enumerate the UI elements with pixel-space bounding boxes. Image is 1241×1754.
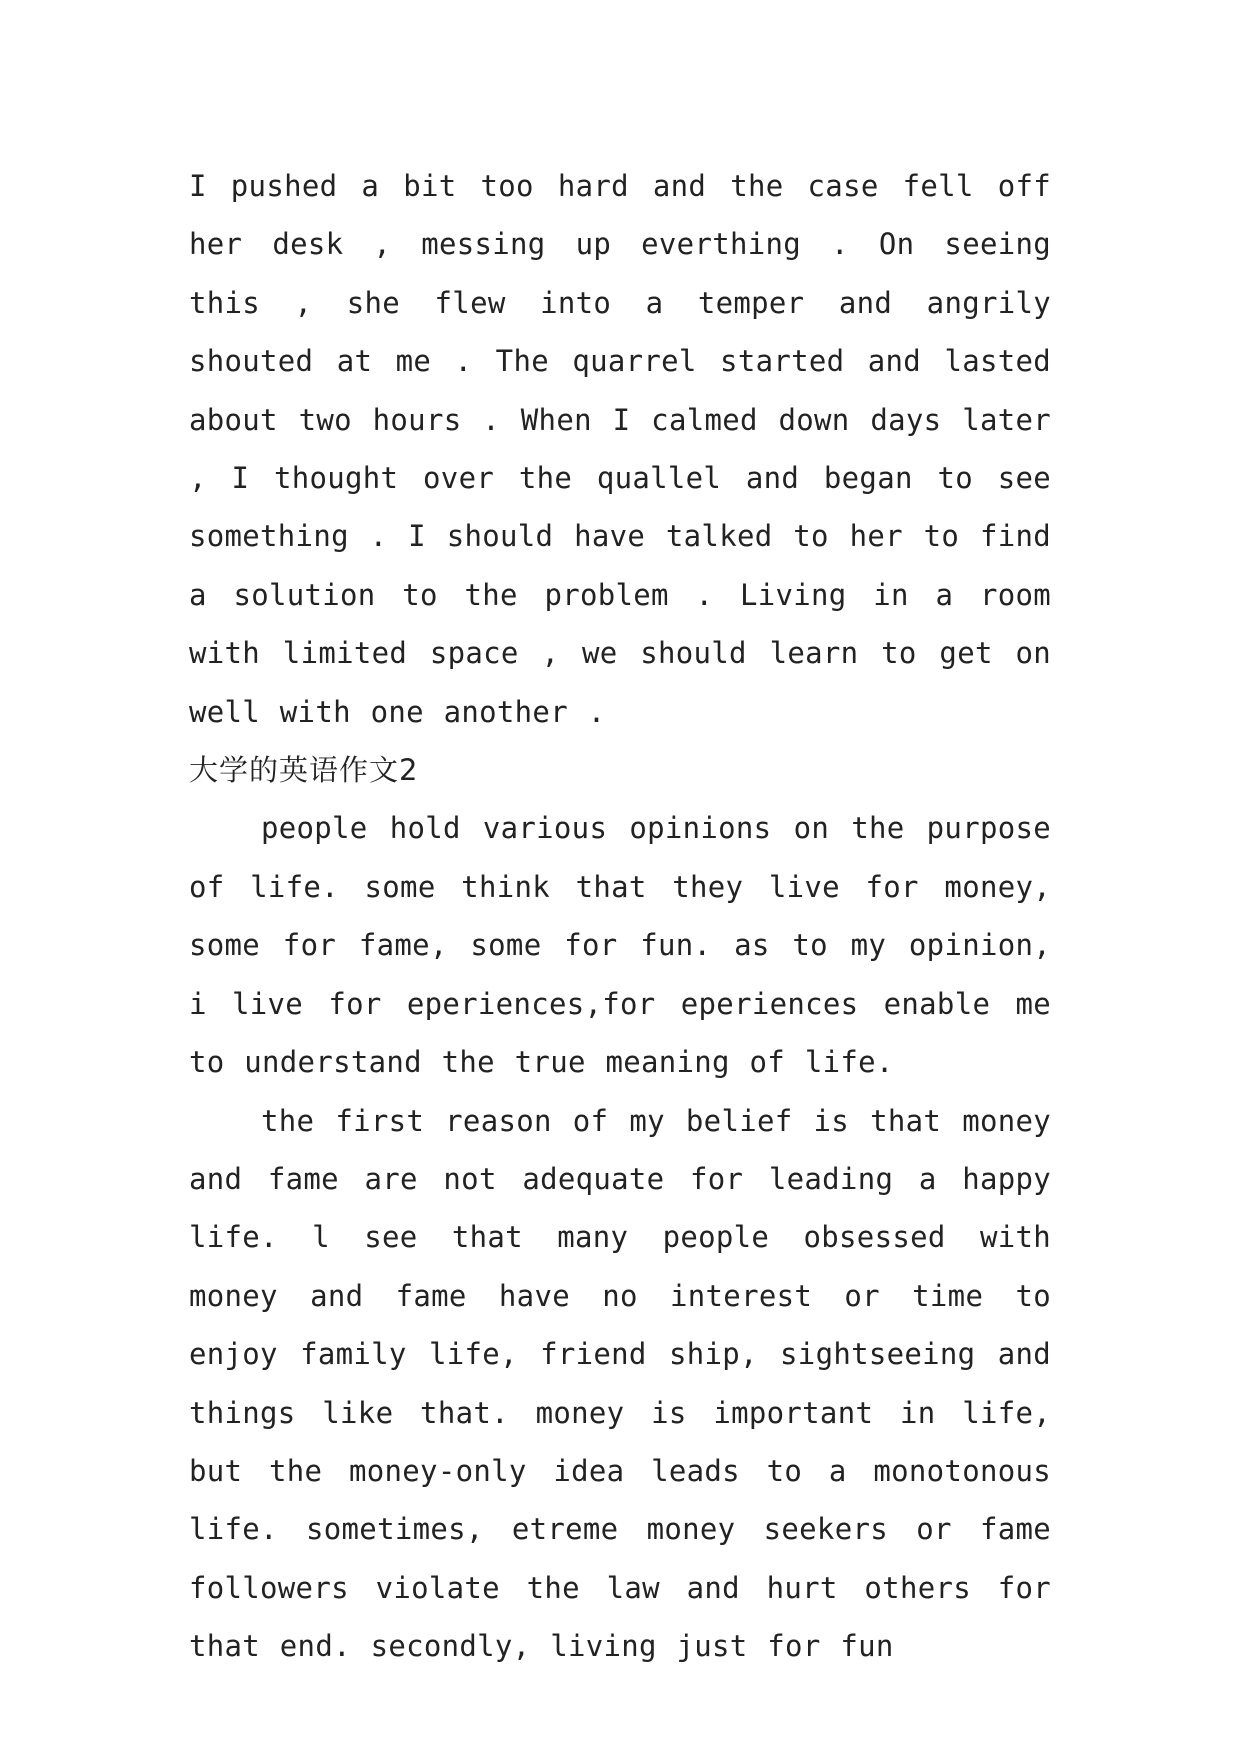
- body-paragraph-1: people hold various opinions on the purpose of life. some think that they live for money, some for fame, some for fun. as to my opinion, i live for eperiences,for eperiences enable me to understand the true meaning of life.: [189, 811, 1051, 1080]
- document-page: [189, 157, 1051, 1676]
- section-heading: 大学的英语作文2: [189, 753, 419, 788]
- body-paragraph-2: the first reason of my belief is that money and fame are not adequate for leading a happy life. l see that many people obsessed with money and fame have no interest or time to enjoy family life, friend ship, sightseeing and things like that. money is important in life, but the money-only idea leads to a monotonous life. sometimes, etreme money seekers or fame followers violate the law and hurt others for that end. secondly, living just for fun: [189, 1103, 1051, 1664]
- intro-paragraph: I pushed a bit too hard and the case fell off her desk , messing up everthing . On seeing this , she flew into a temper and angrily shouted at me . The quarrel started and lasted about two hours . When I calmed down days later , I thought over the quallel and began to see something . I should have talked to her to find a solution to the problem . Living in a room with limited space , we should learn to get on well with one another .: [189, 169, 1051, 729]
